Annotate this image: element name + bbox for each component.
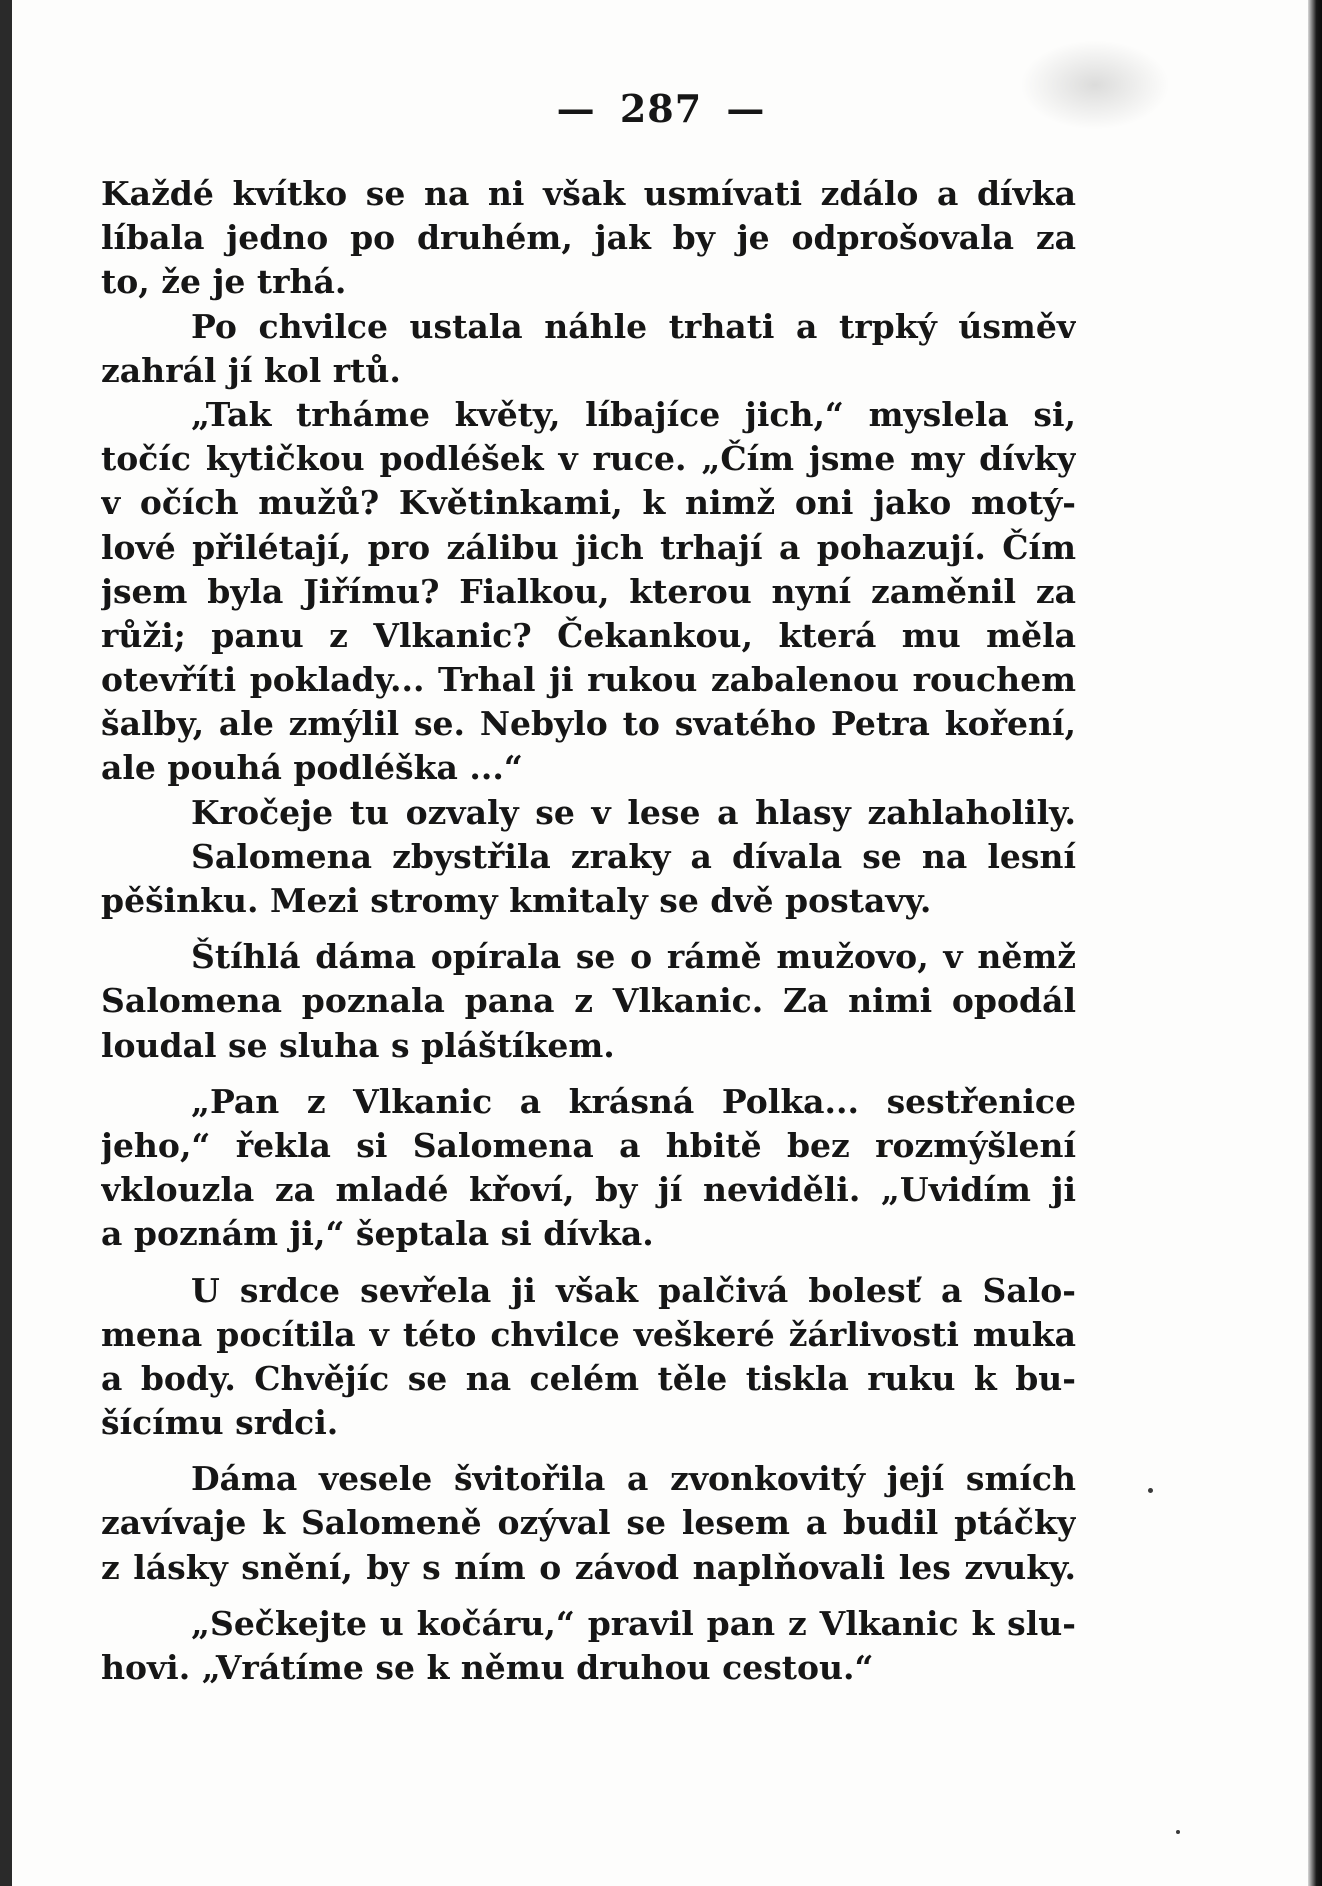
text-line: Salomena zbystřila zraky a dívala se na lesní bbox=[191, 836, 1076, 876]
text-line: pěšinku. Mezi stromy kmitaly se dvě postavy. bbox=[101, 881, 932, 920]
text-line: šalby, ale zmýlil se. Nebylo to svatého Petra koření, bbox=[101, 704, 1076, 744]
text-line: Každé kvítko se na ni však usmívati zdálo a dívka bbox=[101, 174, 1076, 213]
text-line: U srdce sevřela ji však palčivá bolesť a Salo- bbox=[191, 1270, 1076, 1310]
text-line: vklouzla za mladé křoví, by jí neviděli. „Uvidím ji bbox=[101, 1170, 1076, 1210]
text-line: loudal se sluha s pláštíkem. bbox=[101, 1025, 615, 1065]
text-line: mena pocítila v této chvilce veškeré žárlivosti muka bbox=[101, 1314, 1076, 1354]
text-line: zavívaje k Salomeně ozýval se lesem a budil ptáčky bbox=[101, 1503, 1076, 1543]
text-line: to, že je trhá. bbox=[101, 262, 347, 302]
text-line: hovi. „Vrátíme se k němu druhou cestou.“ bbox=[101, 1648, 874, 1687]
page-number bbox=[0, 86, 1322, 131]
text-line: lové přilétají, pro zálibu jich trhají a pohazují. Čím bbox=[101, 527, 1076, 567]
text-line: Kročeje tu ozvaly se v lese a hlasy zahlaholily. bbox=[191, 792, 1076, 832]
text-line: „Tak trháme květy, líbajíce jich,“ myslela si, bbox=[191, 394, 1076, 434]
text-line: v očích mužů? Květinkami, k nimž oni jako motý- bbox=[101, 483, 1076, 523]
text-line: líbala jedno po druhém, jak by je odprošovala za bbox=[101, 218, 1076, 258]
ink-speck bbox=[1148, 1488, 1153, 1493]
body-text bbox=[101, 172, 1076, 1690]
text-line: Salomena poznala pana z Vlkanic. Za nimi opodál bbox=[101, 981, 1076, 1021]
text-line: jsem byla Jiřímu? Fialkou, kterou nyní zaměnil za bbox=[101, 571, 1076, 611]
text-line: Dáma vesele švitořila a zvonkovitý její smích bbox=[191, 1459, 1076, 1499]
ink-speck bbox=[1176, 1830, 1180, 1834]
left-page-edge bbox=[0, 0, 12, 1886]
text-line: Po chvilce ustala náhle trhati a trpký úsměv bbox=[191, 306, 1076, 346]
page-number-dash-left: — bbox=[556, 86, 596, 131]
text-line: Štíhlá dáma opírala se o rámě mužovo, v němž bbox=[191, 937, 1076, 977]
right-page-edge bbox=[1308, 0, 1322, 1886]
text-line: a poznám ji,“ šeptala si dívka. bbox=[101, 1214, 654, 1254]
text-line: šícímu srdci. bbox=[101, 1403, 339, 1443]
page-number-value: 287 bbox=[619, 86, 703, 131]
text-line: jeho,“ řekla si Salomena a hbitě bez rozmýšlení bbox=[101, 1125, 1076, 1165]
text-line: točíc kytičkou podléšek v ruce. „Čím jsme my dívky bbox=[101, 439, 1076, 479]
text-line: růži; panu z Vlkanic? Čekankou, která mu měla bbox=[101, 615, 1076, 655]
text-line: zahrál jí kol rtů. bbox=[101, 350, 401, 390]
text-line: a body. Chvějíc se na celém těle tiskla ruku k bu- bbox=[101, 1358, 1076, 1398]
text-line: otevříti poklady... Trhal ji rukou zabalenou rouchem bbox=[101, 660, 1076, 700]
text-line: „Pan z Vlkanic a krásná Polka... sestřenice bbox=[191, 1081, 1076, 1121]
text-line: z lásky snění, by s ním o závod naplňovali les zvuky. bbox=[101, 1547, 1076, 1587]
text-line: ale pouhá podléška ...“ bbox=[101, 748, 523, 788]
text-line: „Sečkejte u kočáru,“ pravil pan z Vlkanic k slu- bbox=[191, 1603, 1076, 1643]
page-number-dash-right: — bbox=[726, 86, 766, 131]
